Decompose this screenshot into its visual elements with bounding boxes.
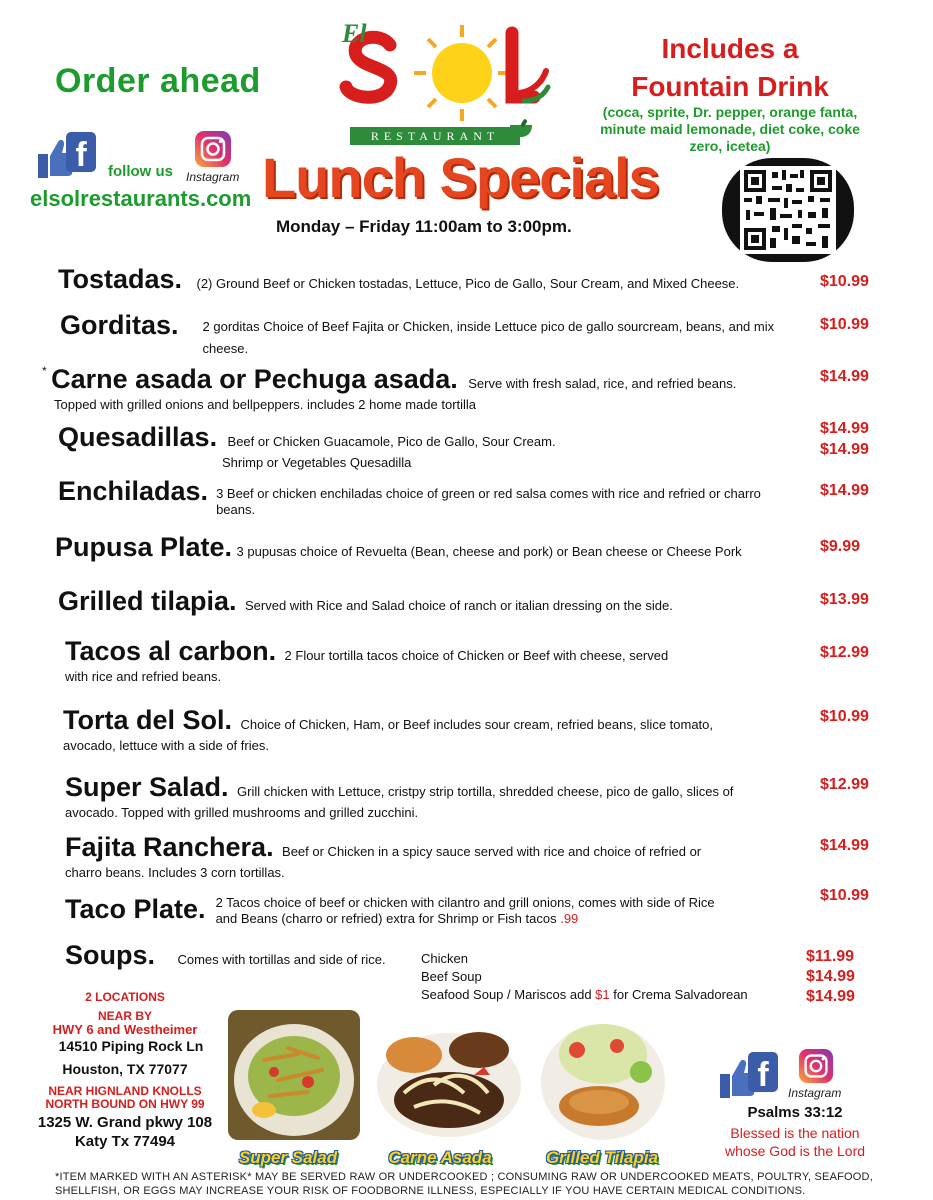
- item-name: Tacos al carbon.: [65, 636, 277, 666]
- menu-item-gorditas: [60, 310, 800, 360]
- item-desc-line-2: avocado. Topped with grilled mushrooms and grilled zucchini.: [65, 805, 419, 820]
- includes-drink-heading: [600, 30, 860, 106]
- item-name: Carne asada or Pechuga asada.: [51, 364, 458, 394]
- menu-item-quesadillas: [58, 422, 798, 470]
- instagram-label: Instagram: [788, 1086, 842, 1100]
- menu-item-super-salad: [65, 772, 805, 820]
- loc2-city: Katy Tx 77494: [74, 1133, 176, 1150]
- item-desc: 2 gorditas Choice of Beef Fajita or Chicken, inside Lettuce pico de gallo sourcream, beans, and mix cheese.: [202, 319, 775, 356]
- menu-item-carne-asada: [42, 364, 802, 412]
- page-title: Lunch Specials: [262, 146, 659, 209]
- item-name: Soups.: [65, 940, 156, 970]
- item-name: Super Salad.: [65, 772, 229, 802]
- item-desc: Beef or Chicken Guacamole, Pico de Gallo, Sour Cream.: [227, 434, 556, 449]
- item-desc: Served with Rice and Salad choice of ranch or italian dressing on the side.: [245, 598, 673, 613]
- menu-item-fajita-ranchera: [65, 832, 805, 880]
- facebook-like-icon[interactable]: [718, 1050, 780, 1102]
- item-desc-line-2: Topped with grilled onions and bellpeppers. includes 2 home made tortilla: [54, 397, 477, 412]
- item-name: Gorditas.: [60, 310, 179, 340]
- loc2-near-1: NEAR HIGNLAND KNOLLS: [48, 1084, 202, 1098]
- psalm-block: [700, 1104, 890, 1160]
- menu-item-taco-plate: [65, 894, 805, 927]
- carne-asada-photo: [374, 1015, 524, 1140]
- locations-block: [30, 990, 220, 1151]
- molcajete-icon: [508, 119, 534, 139]
- item-desc: Serve with fresh salad, rice, and refried beans.: [468, 376, 737, 391]
- item-price: $10.99: [820, 273, 869, 290]
- instagram-icon[interactable]: [798, 1048, 834, 1084]
- item-desc-line-2: avocado, lettuce with a side of fries.: [63, 738, 269, 753]
- item-price: $12.99: [820, 776, 869, 793]
- item-name: Fajita Ranchera.: [65, 832, 274, 862]
- menu-item-tacos-al-carbon: [65, 636, 805, 684]
- facebook-like-icon[interactable]: [36, 130, 98, 182]
- item-price: $14.99: [820, 420, 869, 437]
- psalm-line-1: Blessed is the nation: [730, 1125, 860, 1141]
- item-desc: (2) Ground Beef or Chicken tostadas, Lettuce, Pico de Gallo, Sour Cream, and Mixed Cheese.: [196, 276, 740, 291]
- item-desc: Choice of Chicken, Ham, or Beef includes sour cream, refried beans, slice tomato,: [240, 717, 714, 732]
- soup-option: Chicken: [421, 951, 468, 966]
- extra-price: .99: [560, 911, 579, 926]
- hours-text: Monday – Friday 11:00am to 3:00pm.: [276, 217, 572, 236]
- psalm-line-2: whose God is the Lord: [724, 1143, 866, 1159]
- item-price: $10.99: [820, 708, 869, 725]
- item-price: $10.99: [820, 316, 869, 333]
- menu-item-enchiladas: [58, 476, 798, 518]
- el-sol-logo: [330, 15, 560, 155]
- instagram-label: Instagram: [186, 170, 240, 184]
- item-price: $14.99: [806, 968, 855, 985]
- item-desc: 3 pupusas choice of Revuelta (Bean, cheese and pork) or Bean cheese or Cheese Pork: [236, 544, 742, 559]
- item-name: Tostadas.: [58, 264, 183, 294]
- item-desc-line-2: charro beans. Includes 3 corn tortillas.: [65, 865, 285, 880]
- psalm-reference: Psalms 33:12: [747, 1104, 843, 1121]
- includes-line-1: Includes a: [661, 33, 799, 64]
- sun-icon: [414, 25, 510, 121]
- loc1-street: 14510 Piping Rock Ln: [58, 1038, 204, 1054]
- item-price: $10.99: [820, 887, 869, 904]
- menu-item-grilled-tilapia: [58, 586, 818, 617]
- follow-us-label: follow us: [108, 163, 173, 180]
- logo-restaurant-text: RESTAURANT: [350, 127, 520, 145]
- item-desc: 2 Tacos choice of beef or chicken with cilantro and grill onions, comes with side of Rice: [215, 895, 715, 910]
- loc1-city: Houston, TX 77077: [62, 1061, 188, 1077]
- item-name: Taco Plate.: [65, 894, 206, 924]
- super-salad-label: Super Salad: [238, 1148, 338, 1167]
- logo-el-text: El: [342, 19, 367, 48]
- item-desc: 3 Beef or chicken enchiladas choice of green or red salsa comes with rice and refried or charro beans.: [216, 486, 761, 517]
- item-price: $12.99: [820, 644, 869, 661]
- svg-text:f: f: [757, 1056, 769, 1094]
- asterisk-marker: *: [42, 364, 47, 378]
- order-ahead-heading: Order ahead: [55, 62, 261, 100]
- item-name: Pupusa Plate.: [55, 532, 233, 562]
- svg-text:f: f: [75, 136, 87, 174]
- loc2-street: 1325 W. Grand pkwy 108: [37, 1114, 213, 1131]
- item-price-2: $14.99: [820, 441, 869, 458]
- item-price: $14.99: [820, 482, 869, 499]
- carne-asada-label: Carne Asada: [388, 1148, 492, 1167]
- loc2-near-2: NORTH BOUND ON HWY 99: [45, 1097, 205, 1111]
- grilled-tilapia-label: Grilled Tilapia: [545, 1148, 659, 1167]
- item-desc: Comes with tortillas and side of rice.: [177, 952, 386, 967]
- disclaimer-text: *ITEM MARKED WITH AN ASTERISK* MAY BE SERVED RAW OR UNDERCOOKED ; CONSUMING RAW OR UNDERCOOKED MEATS, POULTRY, SEAFOOD, SHELLFISH, OR EGGS MAY INCREASE YOUR RISK OF FOODBORNE ILLNESS, ESPECIALLY IF YOU HAVE CERTAIN MEDICAL CONDITIONS.: [55, 1171, 873, 1197]
- item-name: Enchiladas.: [58, 476, 209, 506]
- item-desc-line-2: and Beans (charro or refried) extra for Shrimp or Fish tacos: [215, 911, 557, 926]
- includes-line-2: Fountain Drink: [631, 71, 829, 102]
- locations-heading: 2 LOCATIONS: [85, 990, 165, 1004]
- item-price: $14.99: [820, 837, 869, 854]
- grilled-tilapia-photo: [537, 1010, 669, 1144]
- item-price: $14.99: [820, 368, 869, 385]
- instagram-icon[interactable]: [194, 130, 232, 168]
- website-link[interactable]: elsolrestaurants.com: [30, 186, 252, 211]
- soup-options: [421, 950, 748, 1004]
- item-name: Quesadillas.: [58, 422, 218, 452]
- soup-prices: [806, 947, 855, 1007]
- qr-code-icon[interactable]: [722, 158, 854, 262]
- menu-item-pupusa-plate: [55, 532, 815, 563]
- drink-options: (coca, sprite, Dr. pepper, orange fanta, minute maid lemonade, diet coke, coke zero, icetea): [600, 104, 860, 154]
- item-price: $9.99: [820, 538, 861, 555]
- item-price: $11.99: [806, 948, 855, 965]
- item-name: Grilled tilapia.: [58, 586, 237, 616]
- menu-item-torta-del-sol: [63, 705, 803, 753]
- soup-addon-text: for Crema Salvadorean: [609, 987, 748, 1002]
- soup-option: Beef Soup: [421, 969, 482, 984]
- loc1-near: NEAR BY: [97, 1009, 152, 1023]
- item-desc-line-2: Shrimp or Vegetables Quesadilla: [222, 455, 412, 470]
- loc1-cross: HWY 6 and Westheimer: [52, 1022, 198, 1037]
- item-desc: Beef or Chicken in a spicy sauce served with rice and choice of refried or: [282, 844, 702, 859]
- item-desc-line-2: with rice and refried beans.: [65, 669, 222, 684]
- item-price: $13.99: [820, 591, 869, 608]
- soup-addon-price: $1: [595, 987, 610, 1002]
- item-name: Torta del Sol.: [63, 705, 233, 735]
- super-salad-photo: [228, 1010, 360, 1140]
- item-desc: Grill chicken with Lettuce, cristpy strip tortilla, shredded cheese, pico de gallo, slices of: [237, 784, 734, 799]
- item-desc: 2 Flour tortilla tacos choice of Chicken or Beef with cheese, served: [284, 648, 669, 663]
- soup-option: Seafood Soup / Mariscos add: [421, 987, 596, 1002]
- menu-item-tostadas: [58, 264, 818, 295]
- item-price: $14.99: [806, 988, 855, 1005]
